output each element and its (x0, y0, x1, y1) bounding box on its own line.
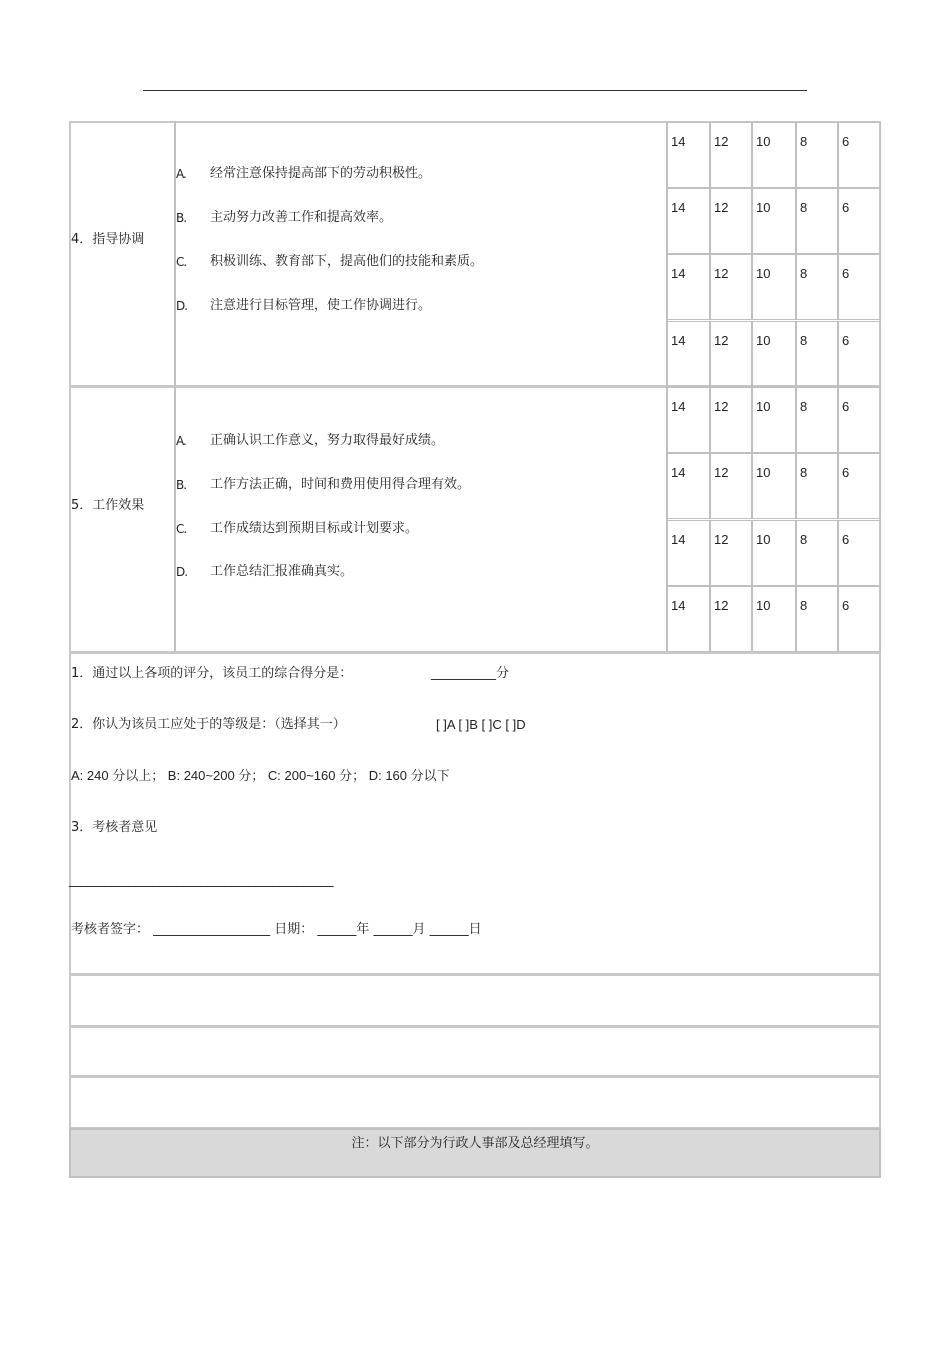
score-option-cell[interactable] (796, 387, 838, 453)
note-text: 注：以下部分为行政人事部及总经理填写。 (351, 1136, 599, 1151)
score-value: 6 (842, 598, 850, 613)
score-option-cell[interactable] (838, 387, 881, 453)
score-value: 10 (756, 532, 771, 547)
score-value: 10 (756, 266, 771, 281)
score-value: 12 (714, 465, 729, 480)
grade-legend: A: 240 分以上； B: 240~200 分； C: 200~160 分； D: 160 分以下 (71, 768, 450, 783)
score-option-cell[interactable] (667, 453, 710, 519)
score-value: 12 (714, 333, 729, 348)
total-score-label: 1．通过以上各项的评分，该员工的综合得分是： (71, 666, 353, 681)
score-option-cell[interactable] (710, 188, 752, 254)
item-letter: B. (176, 211, 187, 225)
item-text: 工作成绩达到预期目标或计划要求。 (210, 521, 419, 536)
score-option-cell[interactable] (667, 188, 710, 254)
score-value: 6 (842, 134, 850, 149)
score-value: 8 (800, 333, 808, 348)
score-option-cell[interactable] (838, 254, 881, 320)
score-value: 12 (714, 532, 729, 547)
score-option-cell[interactable] (710, 586, 752, 652)
item-text: 正确认识工作意义，努力取得最好成绩。 (210, 433, 445, 448)
score-value: 14 (671, 532, 686, 547)
score-value: 8 (800, 532, 808, 547)
item-letter: D. (176, 299, 188, 313)
score-value: 6 (842, 200, 850, 215)
score-option-cell[interactable] (710, 387, 752, 453)
item-text: 注意进行目标管理，使工作协调进行。 (210, 298, 432, 313)
score-option-cell[interactable] (752, 188, 796, 254)
score-option-cell[interactable] (838, 520, 881, 586)
item-text: 工作方法正确，时间和费用使用得合理有效。 (210, 477, 471, 492)
score-value: 8 (800, 134, 808, 149)
empty-row (69, 1026, 881, 1077)
item-letter: C. (176, 522, 187, 536)
score-option-cell[interactable] (838, 321, 881, 387)
score-value: 14 (671, 333, 686, 348)
score-option-cell[interactable] (667, 321, 710, 387)
reviewer-opinion-label: 3．考核者意见 (71, 820, 158, 835)
score-option-cell[interactable] (752, 387, 796, 453)
grade-options[interactable]: [ ]A [ ]B [ ]C [ ]D (436, 717, 526, 732)
score-option-cell[interactable] (752, 520, 796, 586)
score-option-cell[interactable] (796, 188, 838, 254)
score-option-cell[interactable] (710, 520, 752, 586)
score-option-cell[interactable] (752, 586, 796, 652)
section-4-title: 4．指导协调 (71, 232, 145, 247)
score-option-cell[interactable] (710, 122, 752, 188)
score-value: 14 (671, 598, 686, 613)
item-text: 经常注意保持提高部下的劳动积极性。 (210, 166, 432, 181)
score-option-cell[interactable] (796, 586, 838, 652)
signature-date-line[interactable]: 考核者签字： __________________ 日期： ______年 ______月 ______日 (71, 922, 482, 937)
section-5-title: 5．工作效果 (71, 498, 145, 513)
score-value: 12 (714, 200, 729, 215)
total-score-blank[interactable]: __________分 (431, 666, 510, 681)
score-option-cell[interactable] (838, 586, 881, 652)
score-value: 8 (800, 266, 808, 281)
score-value: 8 (800, 598, 808, 613)
score-value: 6 (842, 333, 850, 348)
score-option-cell[interactable] (838, 453, 881, 519)
item-text: 积极训练、教育部下，提高他们的技能和素质。 (210, 254, 484, 269)
score-option-cell[interactable] (667, 520, 710, 586)
score-value: 10 (756, 333, 771, 348)
score-option-cell[interactable] (710, 453, 752, 519)
score-option-cell[interactable] (838, 188, 881, 254)
score-option-cell[interactable] (667, 122, 710, 188)
item-letter: D. (176, 565, 188, 579)
grade-question: 2．你认为该员工应处于的等级是：（选择其一） (71, 717, 346, 732)
score-option-cell[interactable] (796, 254, 838, 320)
score-value: 8 (800, 465, 808, 480)
score-value: 10 (756, 399, 771, 414)
score-value: 10 (756, 465, 771, 480)
score-value: 8 (800, 399, 808, 414)
score-value: 14 (671, 399, 686, 414)
score-value: 6 (842, 399, 850, 414)
score-value: 14 (671, 266, 686, 281)
empty-row (69, 1076, 881, 1129)
item-letter: A. (176, 434, 186, 448)
item-text: 工作总结汇报准确真实。 (210, 564, 354, 579)
item-letter: A. (176, 167, 186, 181)
score-option-cell[interactable] (796, 122, 838, 188)
score-value: 8 (800, 200, 808, 215)
score-option-cell[interactable] (796, 453, 838, 519)
score-value: 14 (671, 200, 686, 215)
score-option-cell[interactable] (838, 122, 881, 188)
score-value: 14 (671, 134, 686, 149)
item-letter: B. (176, 478, 187, 492)
score-option-cell[interactable] (710, 254, 752, 320)
score-value: 10 (756, 134, 771, 149)
score-option-cell[interactable] (752, 122, 796, 188)
score-value: 6 (842, 532, 850, 547)
score-option-cell[interactable] (752, 453, 796, 519)
score-value: 6 (842, 465, 850, 480)
score-value: 12 (714, 598, 729, 613)
score-value: 12 (714, 134, 729, 149)
divider (174, 386, 176, 653)
score-option-cell[interactable] (667, 387, 710, 453)
score-value: 10 (756, 598, 771, 613)
top-rule (143, 90, 807, 91)
score-option-cell[interactable] (667, 254, 710, 320)
score-option-cell[interactable] (752, 254, 796, 320)
item-letter: C. (176, 255, 187, 269)
score-option-cell[interactable] (796, 520, 838, 586)
score-option-cell[interactable] (796, 321, 838, 387)
score-value: 12 (714, 399, 729, 414)
opinion-blank-line[interactable]: ____________________________________________ (69, 873, 333, 888)
score-value: 6 (842, 266, 850, 281)
score-value: 12 (714, 266, 729, 281)
score-value: 14 (671, 465, 686, 480)
score-option-cell[interactable] (667, 586, 710, 652)
score-value: 10 (756, 200, 771, 215)
empty-row (69, 974, 881, 1027)
score-option-cell[interactable] (710, 321, 752, 387)
score-option-cell[interactable] (752, 321, 796, 387)
item-text: 主动努力改善工作和提高效率。 (210, 210, 393, 225)
